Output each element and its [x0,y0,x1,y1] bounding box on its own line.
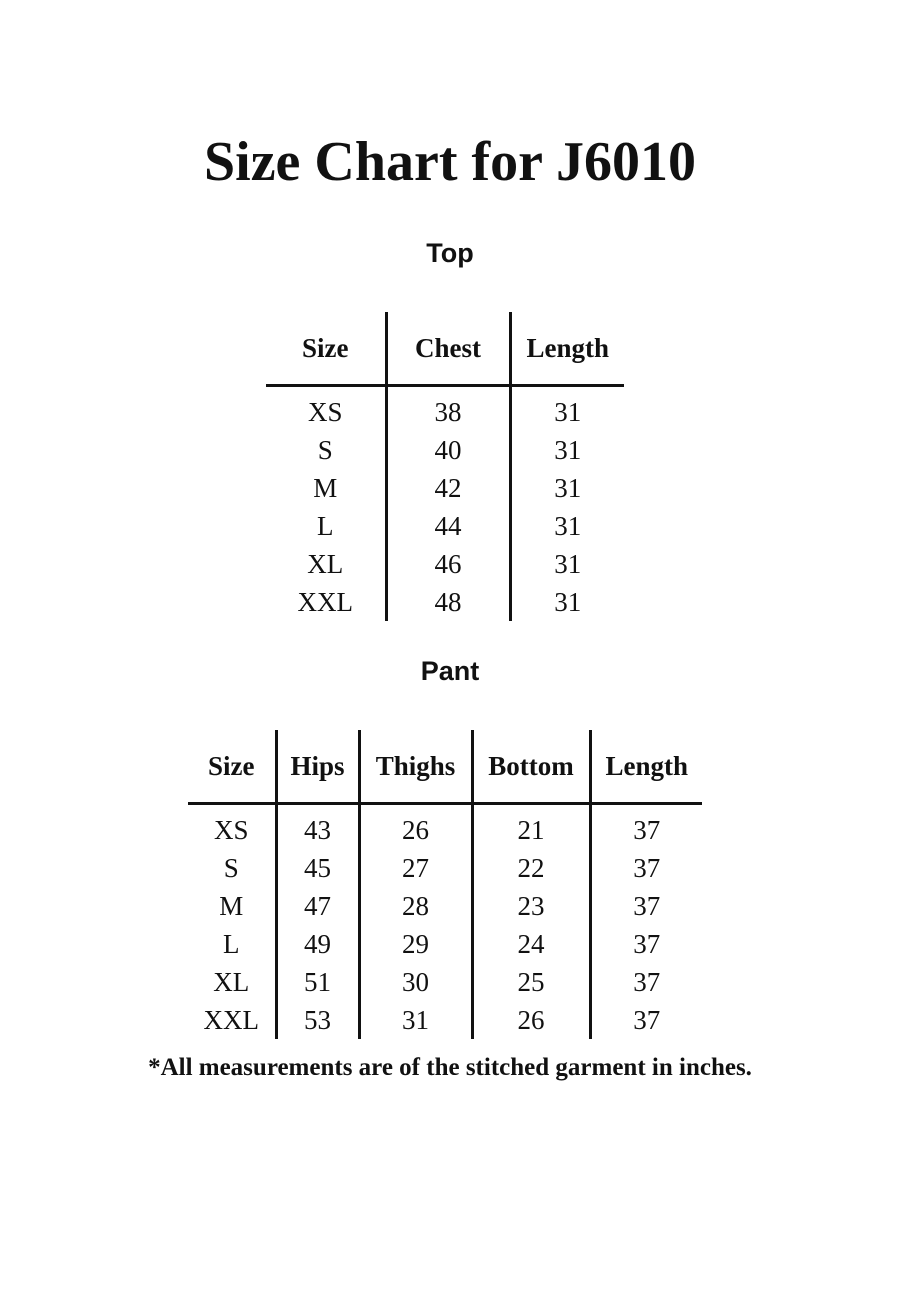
measurement-footnote: *All measurements are of the stitched garment in inches. [148,1054,752,1081]
cell-size: XXL [266,583,386,621]
cell-chest: 42 [386,469,510,507]
cell-chest: 38 [386,386,510,432]
cell-size: M [188,887,276,925]
cell-size: XL [188,963,276,1001]
cell-size: XL [266,545,386,583]
column-header-thighs: Thighs [359,730,472,804]
cell-chest: 48 [386,583,510,621]
cell-thighs: 27 [359,849,472,887]
column-header-length: Length [590,730,702,804]
table-row [266,507,624,545]
cell-bottom: 24 [472,925,590,963]
top-size-table [266,312,624,621]
table-row [266,583,624,621]
cell-size: M [266,469,386,507]
column-header-bottom: Bottom [472,730,590,804]
column-header-hips: Hips [276,730,359,804]
cell-length: 31 [554,586,582,617]
table-row [188,925,702,963]
cell-length: 37 [633,928,661,959]
pant-size-table [188,730,702,1039]
cell-bottom: 22 [472,849,590,887]
cell-size: S [266,431,386,469]
cell-length: 31 [554,434,582,465]
cell-length: 37 [633,890,661,921]
top-section-heading: Top [426,238,474,268]
cell-hips: 51 [276,963,359,1001]
table-row [266,469,624,507]
cell-length: 37 [633,814,661,845]
table-row [188,887,702,925]
cell-chest: 44 [386,507,510,545]
cell-length: 37 [633,966,661,997]
page-title: Size Chart for J6010 [204,131,696,193]
cell-hips: 47 [276,887,359,925]
cell-chest: 46 [386,545,510,583]
cell-size: XS [188,804,276,850]
column-header-size: Size [266,312,386,386]
cell-bottom: 23 [472,887,590,925]
cell-chest: 40 [386,431,510,469]
table-row [188,1001,702,1039]
cell-hips: 53 [276,1001,359,1039]
cell-length: 37 [633,852,661,883]
cell-thighs: 28 [359,887,472,925]
table-header-row [188,730,702,804]
cell-length: 31 [554,472,582,503]
table-row [188,849,702,887]
cell-size: S [188,849,276,887]
cell-bottom: 21 [472,804,590,850]
cell-thighs: 26 [359,804,472,850]
cell-size: L [266,507,386,545]
column-header-chest: Chest [386,312,510,386]
column-header-size: Size [188,730,276,804]
table-row [188,963,702,1001]
cell-length: 31 [554,396,582,427]
cell-hips: 45 [276,849,359,887]
cell-thighs: 30 [359,963,472,1001]
table-row [266,545,624,583]
cell-length: 31 [554,510,582,541]
cell-thighs: 31 [359,1001,472,1039]
table-row [266,386,624,432]
column-header-length: Length [510,312,624,386]
cell-bottom: 26 [472,1001,590,1039]
pant-section-heading: Pant [420,656,480,686]
cell-size: XS [266,386,386,432]
table-row [266,431,624,469]
cell-size: XXL [188,1001,276,1039]
cell-hips: 43 [276,804,359,850]
cell-size: L [188,925,276,963]
cell-hips: 49 [276,925,359,963]
cell-length: 37 [633,1004,661,1035]
table-row [188,804,702,850]
cell-length: 31 [554,548,582,579]
cell-thighs: 29 [359,925,472,963]
cell-bottom: 25 [472,963,590,1001]
table-header-row [266,312,624,386]
